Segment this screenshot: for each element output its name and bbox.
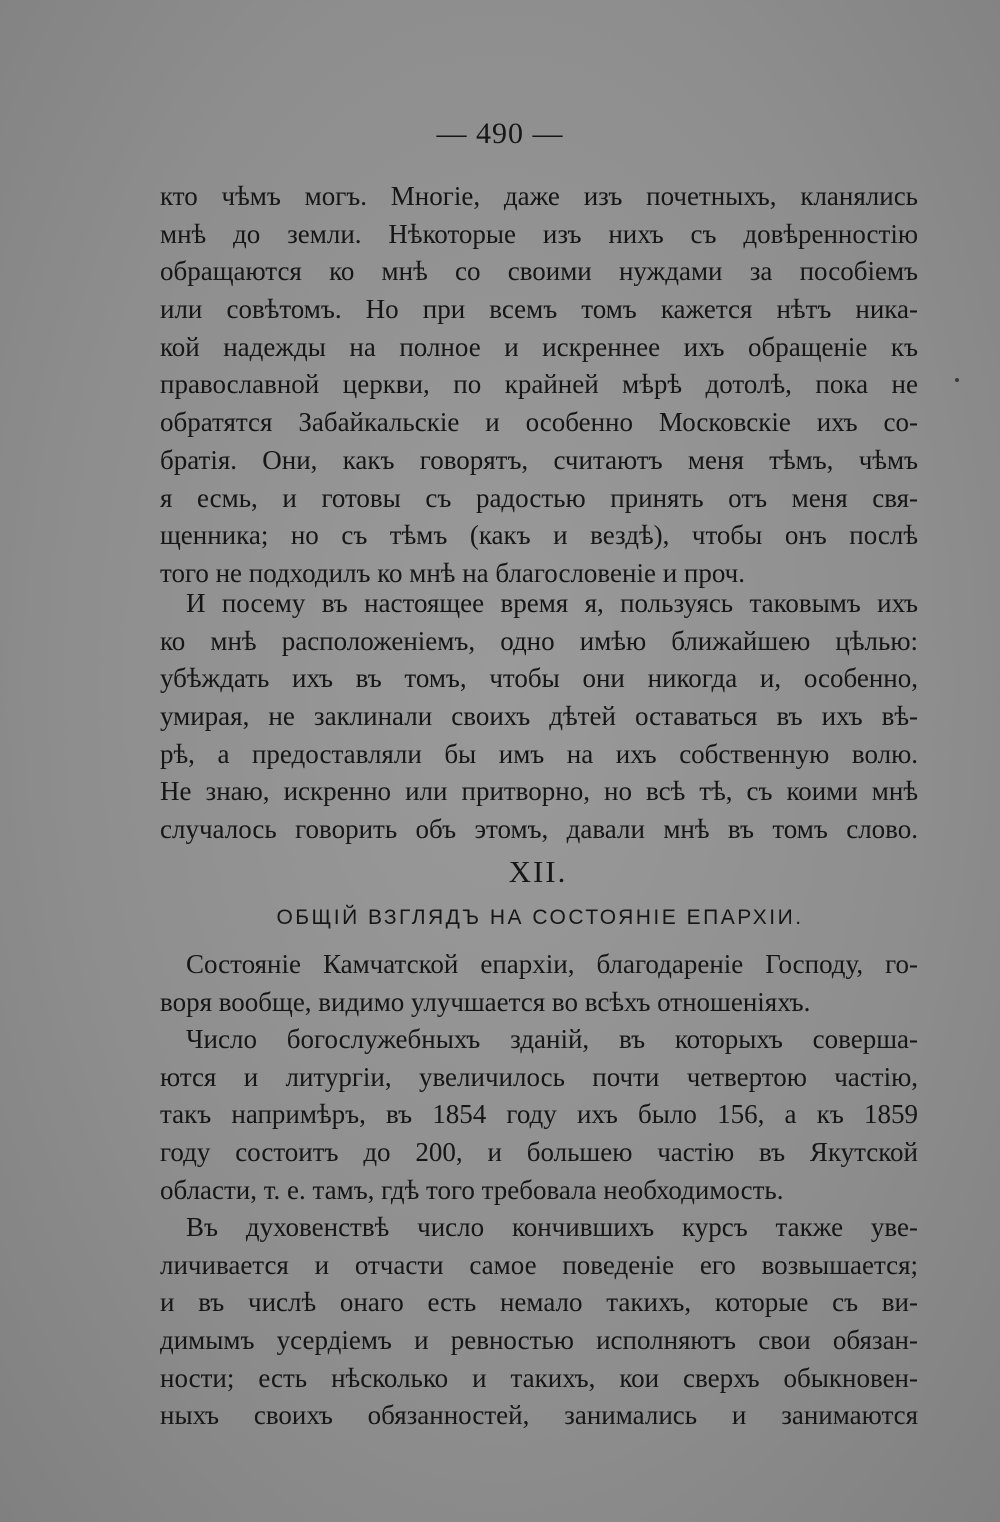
text-line: области, т. е. тамъ, гдѣ того требовала необходимость. xyxy=(160,1174,784,1205)
text-line: ко мнѣ расположеніемъ, одно имѣю ближайшею цѣлью: xyxy=(160,625,918,656)
text-line: димымъ усердіемъ и ревностью исполняютъ свои обязан- xyxy=(160,1325,918,1356)
text-line: и въ числѣ онаго есть немало такихъ, которые съ ви- xyxy=(160,1287,918,1318)
text-line: кто чѣмъ могъ. Многіе, даже изъ почетныхъ, кланялись xyxy=(160,181,918,211)
text-line: я есмь, и готовы съ радостью принять отъ меня свя- xyxy=(160,482,918,513)
text-line: такъ напримѣръ, въ 1854 году ихъ было 156, а къ 1859 xyxy=(160,1099,918,1130)
text-line: личивается и отчасти самое поведеніе его возвышается; xyxy=(160,1249,918,1280)
page-number: — 490 — xyxy=(436,117,564,150)
text-line: обращаются ко мнѣ со своими нуждами за пособіемъ xyxy=(160,256,918,287)
paragraph-2 xyxy=(160,585,918,849)
text-line: ности; есть нѣсколько и такихъ, кои сверхъ обыкновен- xyxy=(160,1362,918,1393)
text-line: обратятся Забайкальскіе и особенно Московскіе ихъ со- xyxy=(160,407,918,438)
text-line: Число богослужебныхъ зданій, въ которыхъ соверша- xyxy=(186,1024,918,1054)
paragraph-4 xyxy=(160,1021,918,1209)
paragraph-3 xyxy=(160,946,918,1021)
text-line: И посему въ настоящее время я, пользуясь таковымъ ихъ xyxy=(186,588,918,618)
text-line: Не знаю, искренно или притворно, но всѣ тѣ, съ коими мнѣ xyxy=(160,776,918,807)
paragraph-1 xyxy=(160,178,918,593)
text-line: умирая, не заклинали своихъ дѣтей оставаться въ ихъ вѣ- xyxy=(160,701,918,732)
text-line: или совѣтомъ. Но при всемъ томъ кажется нѣтъ ника- xyxy=(160,294,918,325)
text-line: рѣ, а предоставляли бы имъ на ихъ собственную волю. xyxy=(160,738,918,769)
text-line: случалось говорить объ этомъ, давали мнѣ въ томъ слово. xyxy=(160,814,918,845)
text-line: Въ духовенствѣ число кончившихъ курсъ также уве- xyxy=(186,1212,918,1242)
section-number: XII. xyxy=(508,854,568,889)
text-line: того не подходилъ ко мнѣ на благословеніе и проч. xyxy=(160,557,745,588)
ink-speck xyxy=(955,378,959,382)
text-line: ются и литургіи, увеличилось почти четвертою частію, xyxy=(160,1061,918,1092)
text-line: мнѣ до земли. Нѣкоторые изъ нихъ съ довѣренностію xyxy=(160,218,918,249)
text-line: щенника; но съ тѣмъ (какъ и вездѣ), чтобы онъ послѣ xyxy=(160,520,918,551)
text-line: кой надежды на полное и искреннее ихъ обращеніе къ xyxy=(160,331,918,362)
text-line: убѣждать ихъ въ томъ, чтобы они никогда и, особенно, xyxy=(160,663,918,694)
paragraph-5 xyxy=(160,1209,918,1435)
text-line: ныхъ своихъ обязанностей, занимались и занимаются xyxy=(160,1400,918,1431)
text-line: воря вообще, видимо улучшается во всѣхъ отношеніяхъ. xyxy=(160,986,811,1017)
section-title: ОБЩІЙ ВЗГЛЯДЪ НА СОСТОЯНІЕ ЕПАРХІИ. xyxy=(276,906,804,929)
text-line: Состояніе Камчатской епархіи, благодареніе Господу, го- xyxy=(186,949,918,979)
text-line: году состоитъ до 200, и большею частію въ Якутской xyxy=(160,1137,918,1168)
text-line: братія. Они, какъ говорятъ, считаютъ меня тѣмъ, чѣмъ xyxy=(160,444,918,475)
text-line: православной церкви, по крайней мѣрѣ дотолѣ, пока не xyxy=(160,369,918,400)
